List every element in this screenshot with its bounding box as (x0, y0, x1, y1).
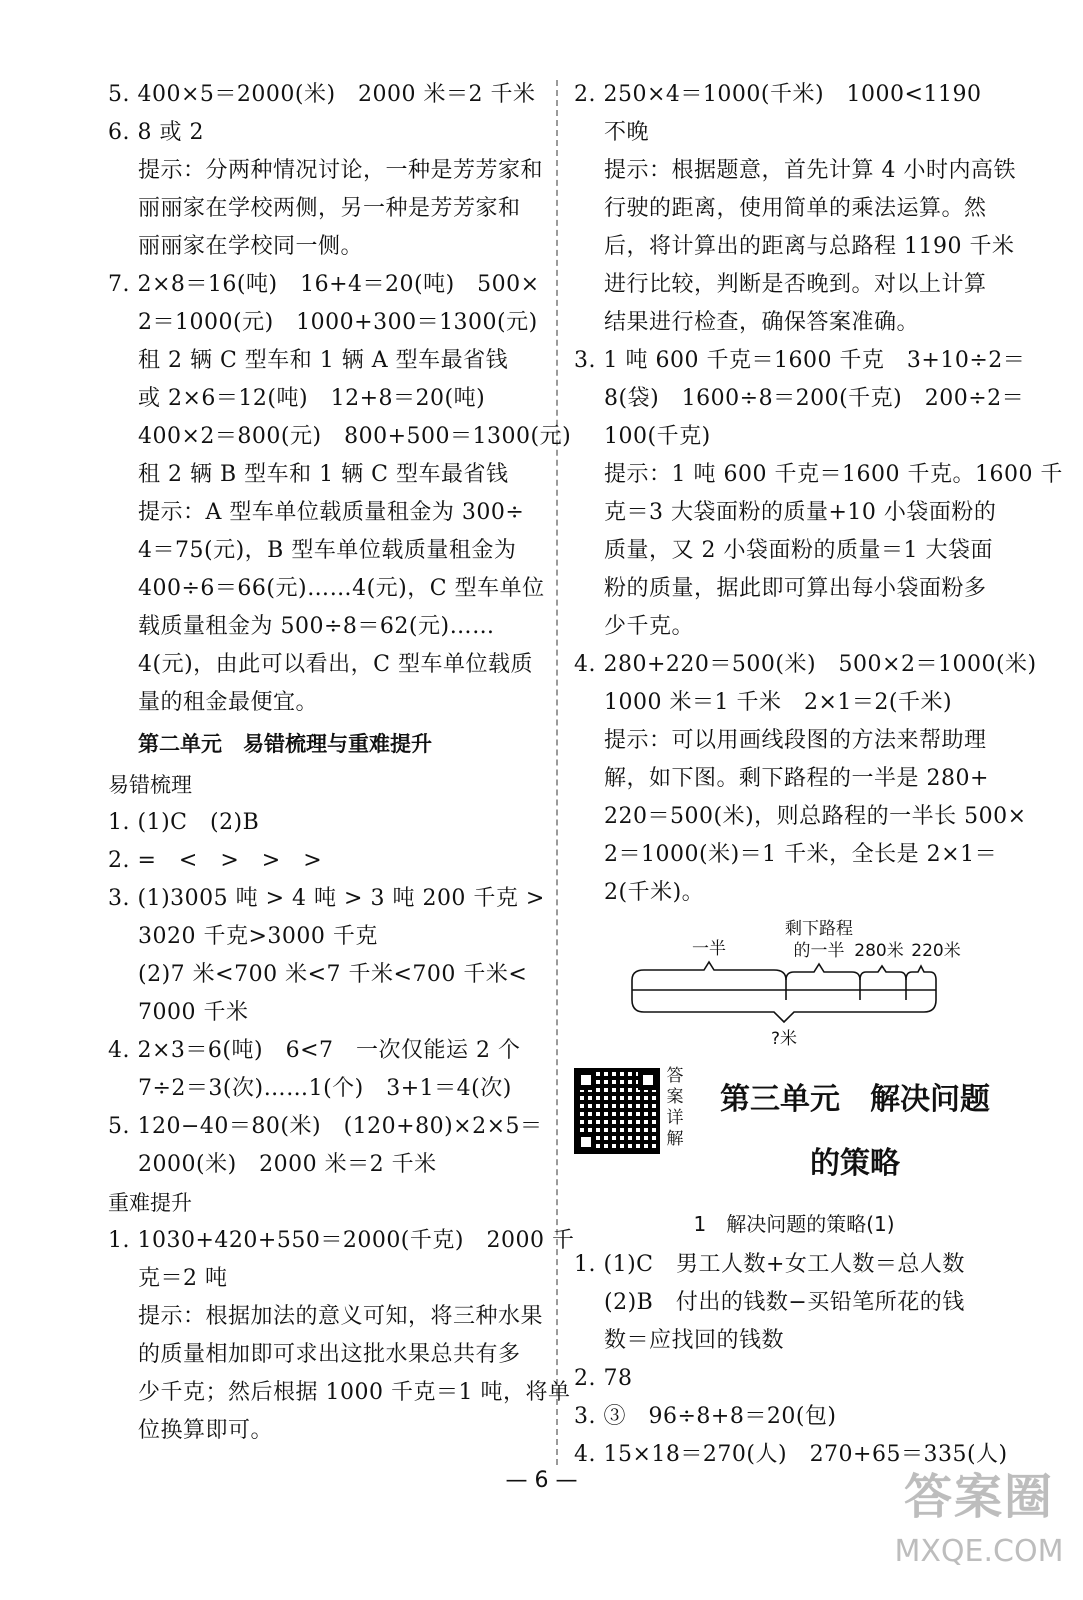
left-column (108, 76, 575, 1450)
label-total: ?米 (770, 1029, 798, 1049)
qr-code-icon[interactable] (574, 1068, 660, 1154)
answer-line: 2. 78 (574, 1366, 633, 1391)
hint-line: 质量，又 2 小袋面粉的质量＝1 大袋面 (604, 538, 993, 563)
answer-line: 数＝应找回的钱数 (604, 1328, 785, 1353)
hint-line: 提示：根据题意，首先计算 4 小时内高铁 (604, 158, 1016, 183)
answer-line: 2＝1000(元) 1000+300＝1300(元) (138, 310, 538, 335)
answer-line: 5. 400×5＝2000(米) 2000 米＝2 千米 (108, 82, 536, 107)
hint-line: 丽丽家在学校同一侧。 (138, 234, 364, 259)
brace-total (632, 1000, 936, 1022)
answer-line: 不晚 (604, 120, 650, 145)
hint-line: 提示：可以用画线段图的方法来帮助理 (604, 728, 987, 753)
answer-line: (2)7 米<700 米<7 千米<700 千米< (138, 962, 528, 987)
label-remaining-1: 剩下路程 (785, 919, 853, 939)
answer-line: 1. 1030+420+550＝2000(千克) 2000 千 (108, 1228, 575, 1253)
qr-caption (664, 1066, 686, 1150)
hint-line: 提示：1 吨 600 千克＝1600 千克。1600 千 (604, 462, 1063, 487)
unit3-title-line2: 的策略 (810, 1146, 900, 1181)
segment-diagram-svg (624, 912, 964, 1052)
zhongnan-label: 重难提升 (108, 1191, 192, 1215)
lesson-heading: 1 解决问题的策略(1) (693, 1212, 895, 1236)
qr-finder (638, 1070, 658, 1090)
unit3-title (700, 1068, 1010, 1196)
answer-line: 4. 15×18＝270(人) 270+65＝335(人) (574, 1442, 1008, 1467)
hint-line: 的质量相加即可求出这批水果总共有多 (138, 1342, 521, 1367)
right-column (574, 76, 1063, 1474)
yicuo-label: 易错梳理 (108, 773, 192, 797)
qr-caption-char: 详 (666, 1108, 684, 1128)
hint-line: 解，如下图。剩下路程的一半是 280+ (604, 766, 989, 791)
unit2-heading: 第二单元 易错梳理与重难提升 (138, 732, 432, 756)
answer-line: 6. 8 或 2 (108, 120, 204, 145)
hint-line: 400÷6＝66(元)……4(元)，C 型车单位 (138, 576, 545, 601)
hint-line: 提示：A 型车单位载质量租金为 300÷ (138, 500, 525, 525)
answer-line: 3. ③ 96÷8+8＝20(包) (574, 1404, 837, 1429)
hint-line: 提示：分两种情况讨论，一种是芳芳家和 (138, 158, 544, 183)
hint-line: 量的租金最便宜。 (138, 690, 319, 715)
answer-line: 3020 千克>3000 千克 (138, 924, 378, 949)
hint-line: 后，将计算出的距离与总路程 1190 千米 (604, 234, 1015, 259)
answer-line: 1000 米＝1 千米 2×1＝2(千米) (604, 690, 953, 715)
answer-line: 1. (1)C (2)B (108, 810, 260, 835)
hint-line: 载质量租金为 500÷8＝62(元)…… (138, 614, 495, 639)
answer-line: 1. (1)C 男工人数+女工人数＝总人数 (574, 1252, 965, 1277)
hint-line: 进行比较，判断是否晚到。对以上计算 (604, 272, 987, 297)
answer-line: (2)B 付出的钱数−买铅笔所花的钱 (604, 1290, 965, 1315)
watermark-line2: MXQE.COM (894, 1534, 1064, 1569)
hint-line: 丽丽家在学校两侧，另一种是芳芳家和 (138, 196, 521, 221)
answer-line: 7. 2×8＝16(吨) 16+4＝20(吨) 500× (108, 272, 540, 297)
hint-line: 少千克。 (604, 614, 695, 639)
hint-line: 4＝75(元)，B 型车单位载质量租金为 (138, 538, 517, 563)
unit3-title-line1: 第三单元 解决问题 (720, 1082, 990, 1117)
hint-line: 粉的质量，据此即可算出每小袋面粉多 (604, 576, 987, 601)
answer-line: 8(袋) 1600÷8＝200(千克) 200÷2＝ (604, 386, 1025, 411)
answer-line: 7000 千米 (138, 1000, 249, 1025)
answer-line: 克＝2 吨 (138, 1266, 228, 1291)
hint-line: 4(元)，由此可以看出，C 型车单位载质 (138, 652, 533, 677)
answer-line: 2. 250×4＝1000(千米) 1000<1190 (574, 82, 982, 107)
answer-line: 4. 2×3＝6(吨) 6<7 一次仅能运 2 个 (108, 1038, 521, 1063)
answer-line: 2. = < > > > (108, 848, 323, 873)
watermark-logo (889, 1462, 1069, 1592)
answer-line: 4. 280+220＝500(米) 500×2＝1000(米) (574, 652, 1037, 677)
brace-half (632, 962, 786, 980)
label-280: 280米 (854, 941, 904, 961)
unit3-header (574, 1062, 1014, 1202)
answer-line: 3. 1 吨 600 千克＝1600 千克 3+10÷2＝ (574, 348, 1026, 373)
label-220: 220米 (911, 941, 961, 961)
answer-line: 400×2＝800(元) 800+500＝1300(元) (138, 424, 572, 449)
hint-line: 位换算即可。 (138, 1418, 274, 1443)
answer-line: 7÷2＝3(次)……1(个) 3+1＝4(次) (138, 1076, 512, 1101)
watermark-line1: 答案圈 (903, 1469, 1054, 1525)
qr-finder (576, 1070, 596, 1090)
hint-line: 少千克；然后根据 1000 千克＝1 吨，将单 (138, 1380, 571, 1405)
brace-remaining-half (786, 964, 860, 980)
qr-caption-char: 答 (666, 1066, 684, 1086)
hint-line: 提示：根据加法的意义可知，将三种水果 (138, 1304, 544, 1329)
answer-line: 租 2 辆 B 型车和 1 辆 C 型车最省钱 (138, 462, 509, 487)
answer-line: 2000(米) 2000 米＝2 千米 (138, 1152, 437, 1177)
hint-line: 行驶的距离，使用简单的乘法运算。然 (604, 196, 987, 221)
answer-line: 3. (1)3005 吨 > 4 吨 > 3 吨 200 千克 > (108, 886, 545, 911)
answer-line: 100(千克) (604, 424, 711, 449)
qr-caption-char: 案 (666, 1087, 684, 1107)
brace-220 (906, 966, 936, 980)
hint-line: 2(千米)。 (604, 880, 705, 905)
qr-finder (576, 1132, 596, 1152)
line-segment-diagram (574, 912, 1014, 1062)
hint-line: 克＝3 大袋面粉的质量+10 小袋面粉的 (604, 500, 997, 525)
hint-line: 结果进行检查，确保答案准确。 (604, 310, 920, 335)
qr-caption-char: 解 (666, 1129, 684, 1149)
label-half: 一半 (692, 939, 726, 959)
brace-280 (860, 966, 906, 980)
page-number: — 6 — (505, 1468, 578, 1493)
hint-line: 2＝1000(米)＝1 千米，全长是 2×1＝ (604, 842, 998, 867)
answer-line: 或 2×6＝12(吨) 12+8＝20(吨) (138, 386, 486, 411)
answer-line: 5. 120−40＝80(米) (120+80)×2×5＝ (108, 1114, 543, 1139)
answer-line: 租 2 辆 C 型车和 1 辆 A 型车最省钱 (138, 348, 509, 373)
label-remaining-2: 的一半 (793, 941, 845, 961)
column-divider (556, 80, 558, 1465)
hint-line: 220＝500(米)，则总路程的一半长 500× (604, 804, 1027, 829)
